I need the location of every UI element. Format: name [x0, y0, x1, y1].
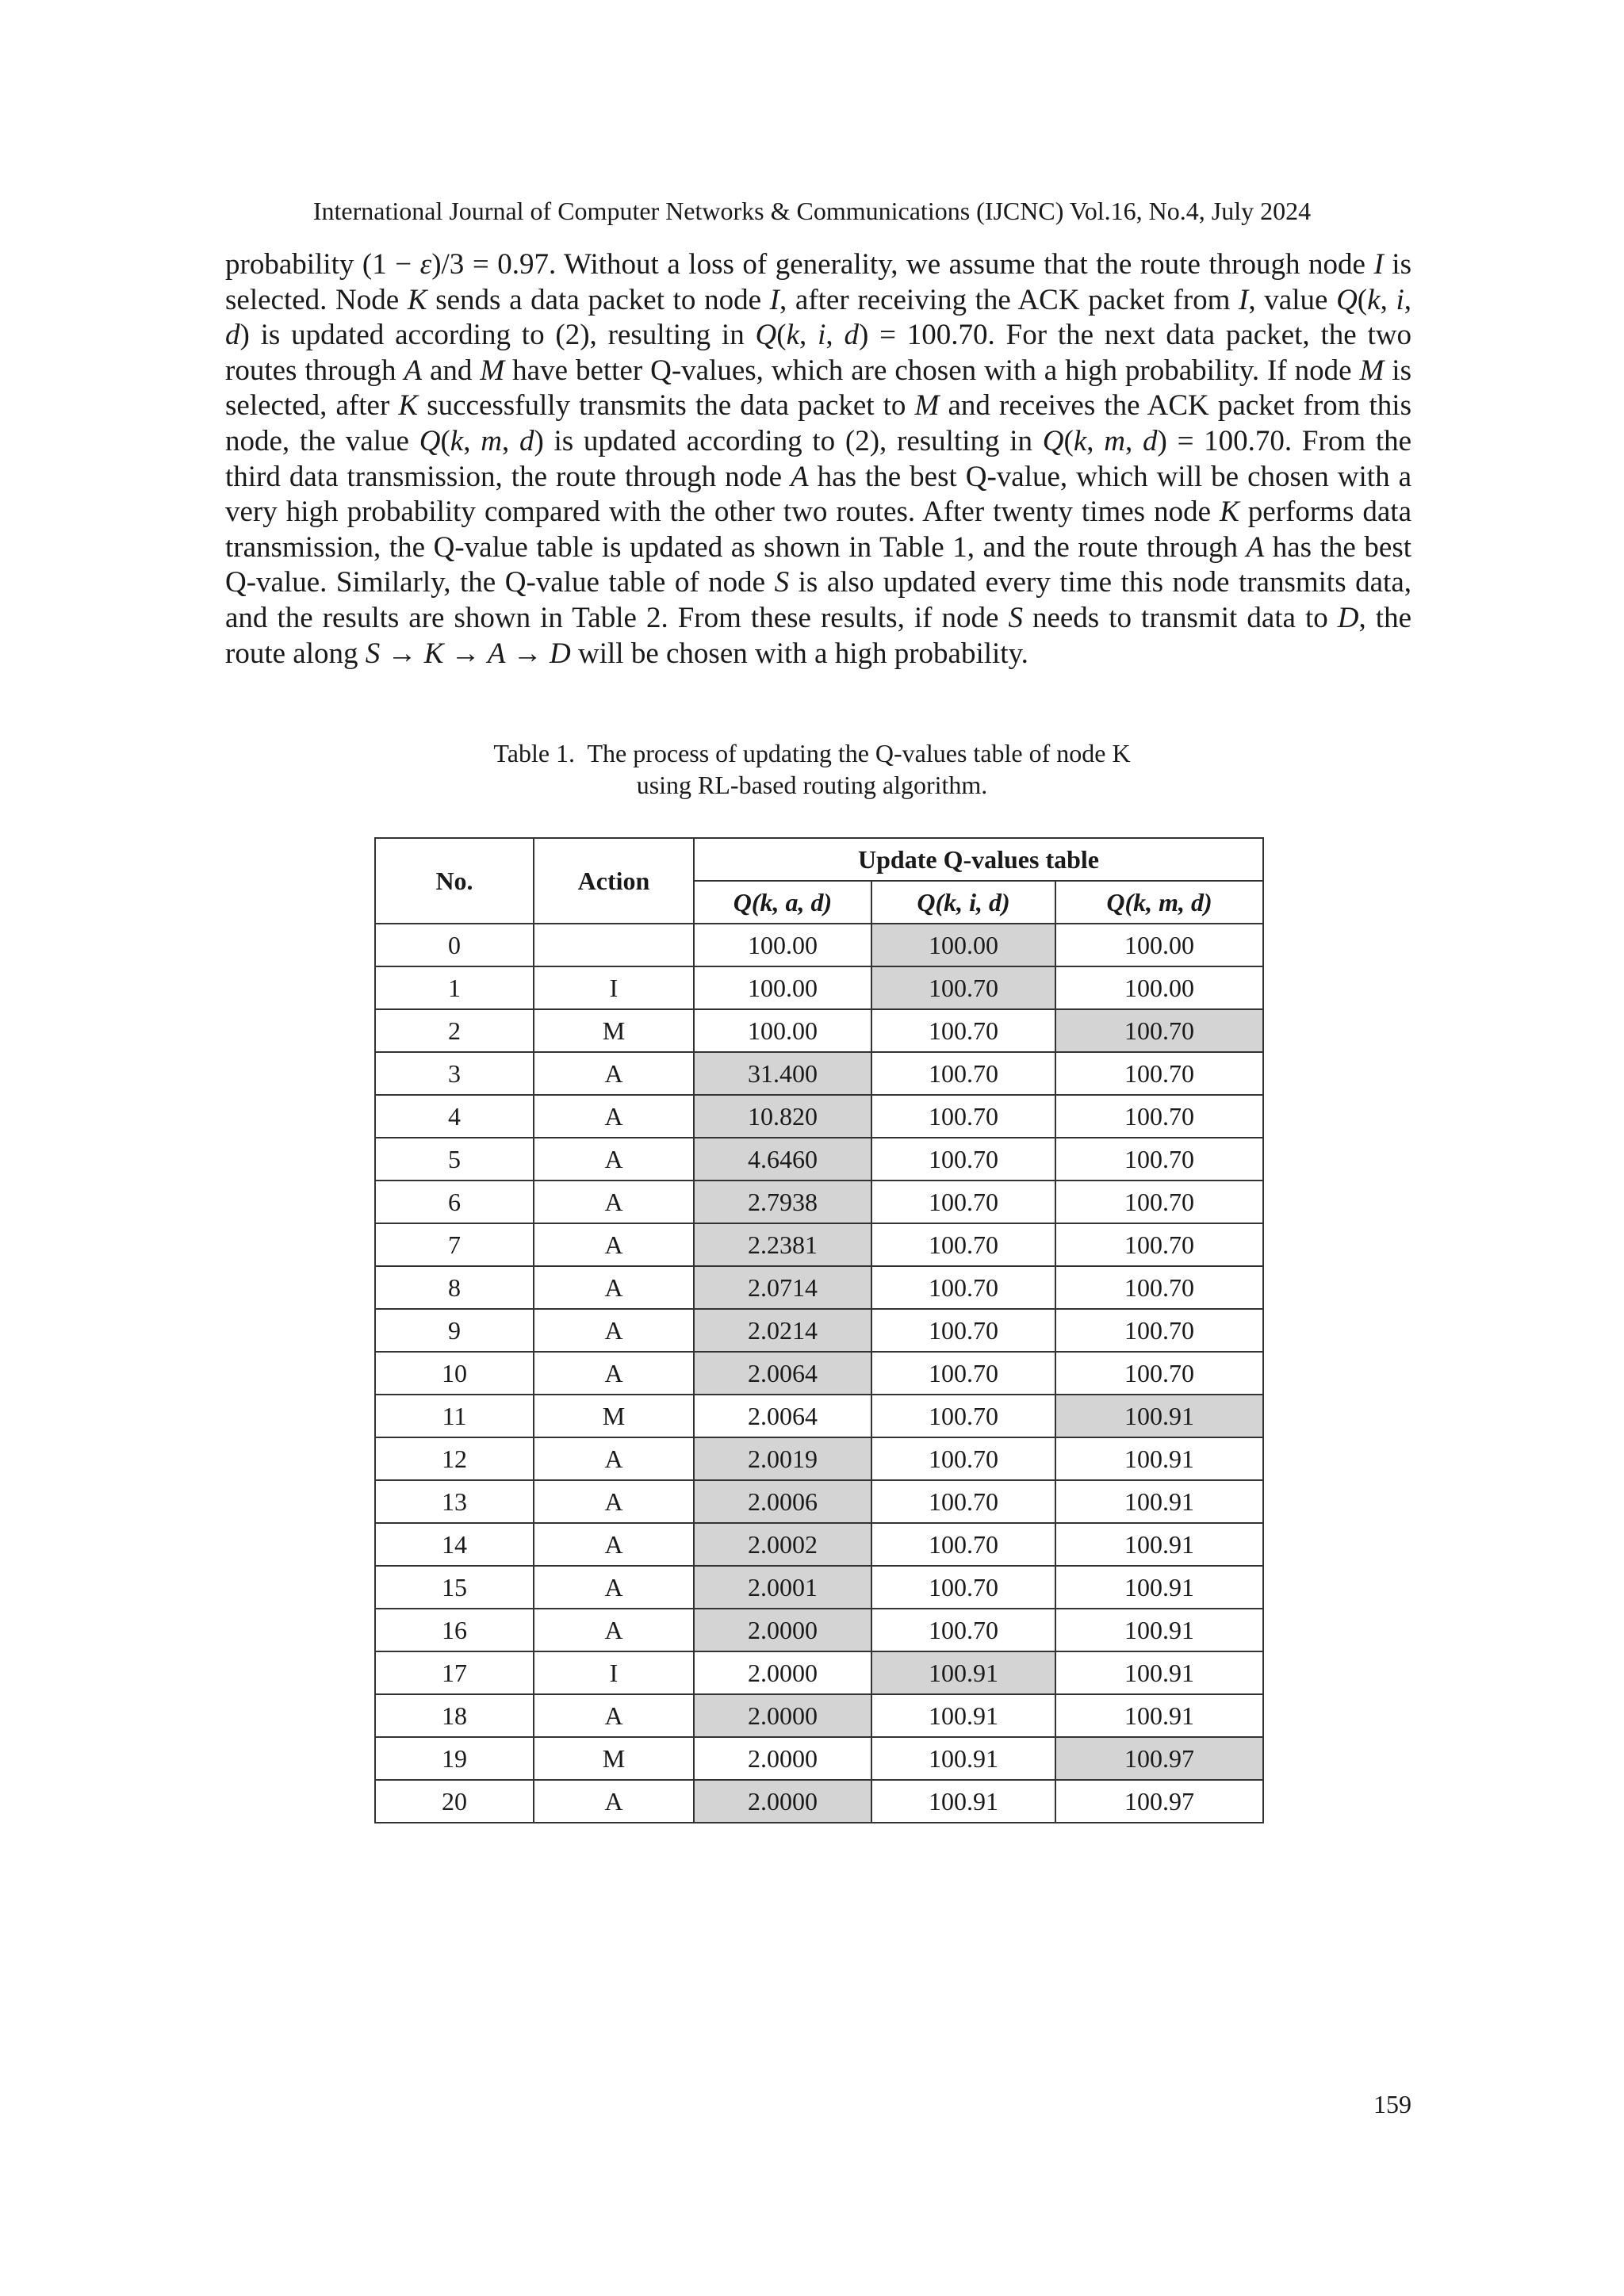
cell-q-k-i-d: 100.70	[871, 1223, 1055, 1266]
cell-q-k-m-d: 100.00	[1055, 924, 1263, 966]
cell-q-k-m-d: 100.97	[1055, 1780, 1263, 1823]
cell-no: 13	[375, 1480, 534, 1523]
cell-action: A	[534, 1052, 694, 1095]
cell-q-k-i-d: 100.70	[871, 1138, 1055, 1181]
cell-action: A	[534, 1780, 694, 1823]
cell-q-k-m-d: 100.70	[1055, 1052, 1263, 1095]
table-row	[375, 1523, 1263, 1566]
cell-q-k-i-d: 100.70	[871, 1395, 1055, 1437]
table-row	[375, 1651, 1263, 1694]
cell-no: 20	[375, 1780, 534, 1823]
journal-header: International Journal of Computer Networks & Communications (IJCNC) Vol.16, No.4, July 2024	[312, 197, 1312, 225]
cell-q-k-a-d: 2.0000	[694, 1780, 871, 1823]
cell-q-k-m-d: 100.91	[1055, 1609, 1263, 1651]
cell-q-k-m-d: 100.91	[1055, 1523, 1263, 1566]
cell-no: 4	[375, 1095, 534, 1138]
table-row	[375, 1609, 1263, 1651]
cell-q-k-i-d: 100.91	[871, 1737, 1055, 1780]
cell-q-k-i-d: 100.70	[871, 1266, 1055, 1309]
cell-action: M	[534, 1009, 694, 1052]
table-row	[375, 1437, 1263, 1480]
cell-no: 6	[375, 1181, 534, 1223]
cell-no: 19	[375, 1737, 534, 1780]
cell-q-k-i-d: 100.70	[871, 1309, 1055, 1352]
cell-action: A	[534, 1309, 694, 1352]
cell-action: A	[534, 1095, 694, 1138]
cell-q-k-m-d: 100.91	[1055, 1566, 1263, 1609]
table-row	[375, 1266, 1263, 1309]
cell-action: A	[534, 1266, 694, 1309]
cell-action: A	[534, 1437, 694, 1480]
cell-action: A	[534, 1480, 694, 1523]
table-row	[375, 1223, 1263, 1266]
header-no: No.	[375, 838, 534, 924]
page-number: 159	[1373, 2090, 1411, 2118]
header-q-k-a-d: Q(k, a, d)	[694, 881, 871, 924]
cell-q-k-a-d: 2.7938	[694, 1181, 871, 1223]
cell-no: 9	[375, 1309, 534, 1352]
cell-q-k-a-d: 100.00	[694, 924, 871, 966]
table-row	[375, 966, 1263, 1009]
table-row	[375, 924, 1263, 966]
body-paragraph: probability (1 − ε)/3 = 0.97. Without a loss of generality, we assume that the route through node I is selected. Node K sends a data packet to node I, after receiving the ACK packet from I, value Q(k, i, d) is updated according to (2), resulting in Q(k, i, d) = 100.70. For the next data packet, the two routes through A and M have better Q-values, which are chosen with a high probability. If node M is selected, after K successfully transmits the data packet to M and receives the ACK packet from this node, the value Q(k, m, d) is updated according to (2), resulting in Q(k, m, d) = 100.70. From the third data transmission, the route through node A has the best Q-value, which will be chosen with a very high probability compared with the other two routes. After twenty times node K performs data transmission, the Q-value table is updated as shown in Table 1, and the route through A has the best Q-value. Similarly, the Q-value table of node S is also updated every time this node transmits data, and the results are shown in Table 2. From these results, if node S needs to transmit data to D, the route along S → K → A → D will be chosen with a high probability.	[225, 248, 1412, 670]
caption-line-2: using RL-based routing algorithm.	[636, 771, 988, 799]
cell-q-k-a-d: 100.00	[694, 1009, 871, 1052]
cell-q-k-m-d: 100.70	[1055, 1095, 1263, 1138]
table-row	[375, 1009, 1263, 1052]
cell-no: 8	[375, 1266, 534, 1309]
cell-q-k-i-d: 100.70	[871, 1523, 1055, 1566]
header-q-k-m-d: Q(k, m, d)	[1055, 881, 1263, 924]
cell-no: 16	[375, 1609, 534, 1651]
cell-q-k-a-d: 4.6460	[694, 1138, 871, 1181]
cell-action: A	[534, 1523, 694, 1566]
table-row	[375, 1352, 1263, 1395]
cell-q-k-a-d: 2.0006	[694, 1480, 871, 1523]
cell-q-k-i-d: 100.91	[871, 1651, 1055, 1694]
cell-q-k-i-d: 100.70	[871, 1009, 1055, 1052]
cell-q-k-a-d: 2.0214	[694, 1309, 871, 1352]
cell-q-k-m-d: 100.91	[1055, 1694, 1263, 1737]
cell-q-k-i-d: 100.91	[871, 1694, 1055, 1737]
cell-q-k-a-d: 10.820	[694, 1095, 871, 1138]
cell-q-k-a-d: 2.2381	[694, 1223, 871, 1266]
cell-q-k-m-d: 100.91	[1055, 1651, 1263, 1694]
table-row	[375, 1480, 1263, 1523]
cell-q-k-m-d: 100.91	[1055, 1437, 1263, 1480]
cell-no: 0	[375, 924, 534, 966]
table-row	[375, 1737, 1263, 1780]
cell-no: 18	[375, 1694, 534, 1737]
cell-no: 2	[375, 1009, 534, 1052]
cell-q-k-i-d: 100.70	[871, 1181, 1055, 1223]
cell-action: A	[534, 1566, 694, 1609]
table-row	[375, 1309, 1263, 1352]
cell-q-k-m-d: 100.70	[1055, 1266, 1263, 1309]
cell-action: M	[534, 1395, 694, 1437]
cell-q-k-i-d: 100.70	[871, 1609, 1055, 1651]
cell-q-k-m-d: 100.70	[1055, 1309, 1263, 1352]
cell-action: I	[534, 966, 694, 1009]
cell-q-k-m-d: 100.70	[1055, 1009, 1263, 1052]
cell-no: 17	[375, 1651, 534, 1694]
cell-q-k-a-d: 2.0002	[694, 1523, 871, 1566]
cell-q-k-m-d: 100.97	[1055, 1737, 1263, 1780]
cell-q-k-i-d: 100.70	[871, 1352, 1055, 1395]
cell-q-k-m-d: 100.91	[1055, 1480, 1263, 1523]
cell-no: 1	[375, 966, 534, 1009]
cell-q-k-m-d: 100.70	[1055, 1352, 1263, 1395]
cell-q-k-a-d: 2.0064	[694, 1352, 871, 1395]
cell-q-k-a-d: 2.0064	[694, 1395, 871, 1437]
cell-q-k-i-d: 100.91	[871, 1780, 1055, 1823]
table-body	[375, 924, 1263, 1823]
cell-q-k-a-d: 2.0000	[694, 1651, 871, 1694]
table-row	[375, 1181, 1263, 1223]
header-action: Action	[534, 838, 694, 924]
cell-no: 7	[375, 1223, 534, 1266]
table-row	[375, 1566, 1263, 1609]
cell-action: M	[534, 1737, 694, 1780]
cell-q-k-i-d: 100.70	[871, 1566, 1055, 1609]
header-update-q-values: Update Q-values table	[694, 838, 1263, 881]
table-row	[375, 1395, 1263, 1437]
cell-q-k-m-d: 100.00	[1055, 966, 1263, 1009]
cell-action: A	[534, 1352, 694, 1395]
cell-no: 12	[375, 1437, 534, 1480]
cell-no: 5	[375, 1138, 534, 1181]
cell-action: I	[534, 1651, 694, 1694]
cell-q-k-i-d: 100.70	[871, 1480, 1055, 1523]
cell-action: A	[534, 1609, 694, 1651]
cell-action	[534, 924, 694, 966]
table-caption	[0, 737, 1624, 801]
cell-q-k-i-d: 100.70	[871, 1437, 1055, 1480]
cell-q-k-m-d: 100.70	[1055, 1138, 1263, 1181]
header-q-k-i-d: Q(k, i, d)	[871, 881, 1055, 924]
cell-q-k-m-d: 100.70	[1055, 1223, 1263, 1266]
cell-q-k-a-d: 2.0000	[694, 1609, 871, 1651]
cell-q-k-m-d: 100.91	[1055, 1395, 1263, 1437]
table-row	[375, 1138, 1263, 1181]
cell-q-k-i-d: 100.70	[871, 1052, 1055, 1095]
cell-q-k-i-d: 100.00	[871, 924, 1055, 966]
cell-q-k-a-d: 2.0000	[694, 1737, 871, 1780]
cell-q-k-a-d: 2.0001	[694, 1566, 871, 1609]
cell-no: 14	[375, 1523, 534, 1566]
cell-action: A	[534, 1181, 694, 1223]
cell-q-k-i-d: 100.70	[871, 1095, 1055, 1138]
cell-action: A	[534, 1223, 694, 1266]
cell-action: A	[534, 1694, 694, 1737]
q-values-table	[374, 837, 1264, 1823]
cell-no: 10	[375, 1352, 534, 1395]
cell-q-k-a-d: 2.0000	[694, 1694, 871, 1737]
cell-no: 3	[375, 1052, 534, 1095]
table-row	[375, 1694, 1263, 1737]
cell-q-k-a-d: 31.400	[694, 1052, 871, 1095]
cell-q-k-a-d: 100.00	[694, 966, 871, 1009]
cell-no: 15	[375, 1566, 534, 1609]
caption-line-1: Table 1. The process of updating the Q-values table of node K	[493, 739, 1131, 767]
cell-q-k-a-d: 2.0714	[694, 1266, 871, 1309]
table-row	[375, 1095, 1263, 1138]
table-row	[375, 1780, 1263, 1823]
cell-action: A	[534, 1138, 694, 1181]
table-row	[375, 1052, 1263, 1095]
cell-no: 11	[375, 1395, 534, 1437]
cell-q-k-a-d: 2.0019	[694, 1437, 871, 1480]
cell-q-k-m-d: 100.70	[1055, 1181, 1263, 1223]
cell-q-k-i-d: 100.70	[871, 966, 1055, 1009]
